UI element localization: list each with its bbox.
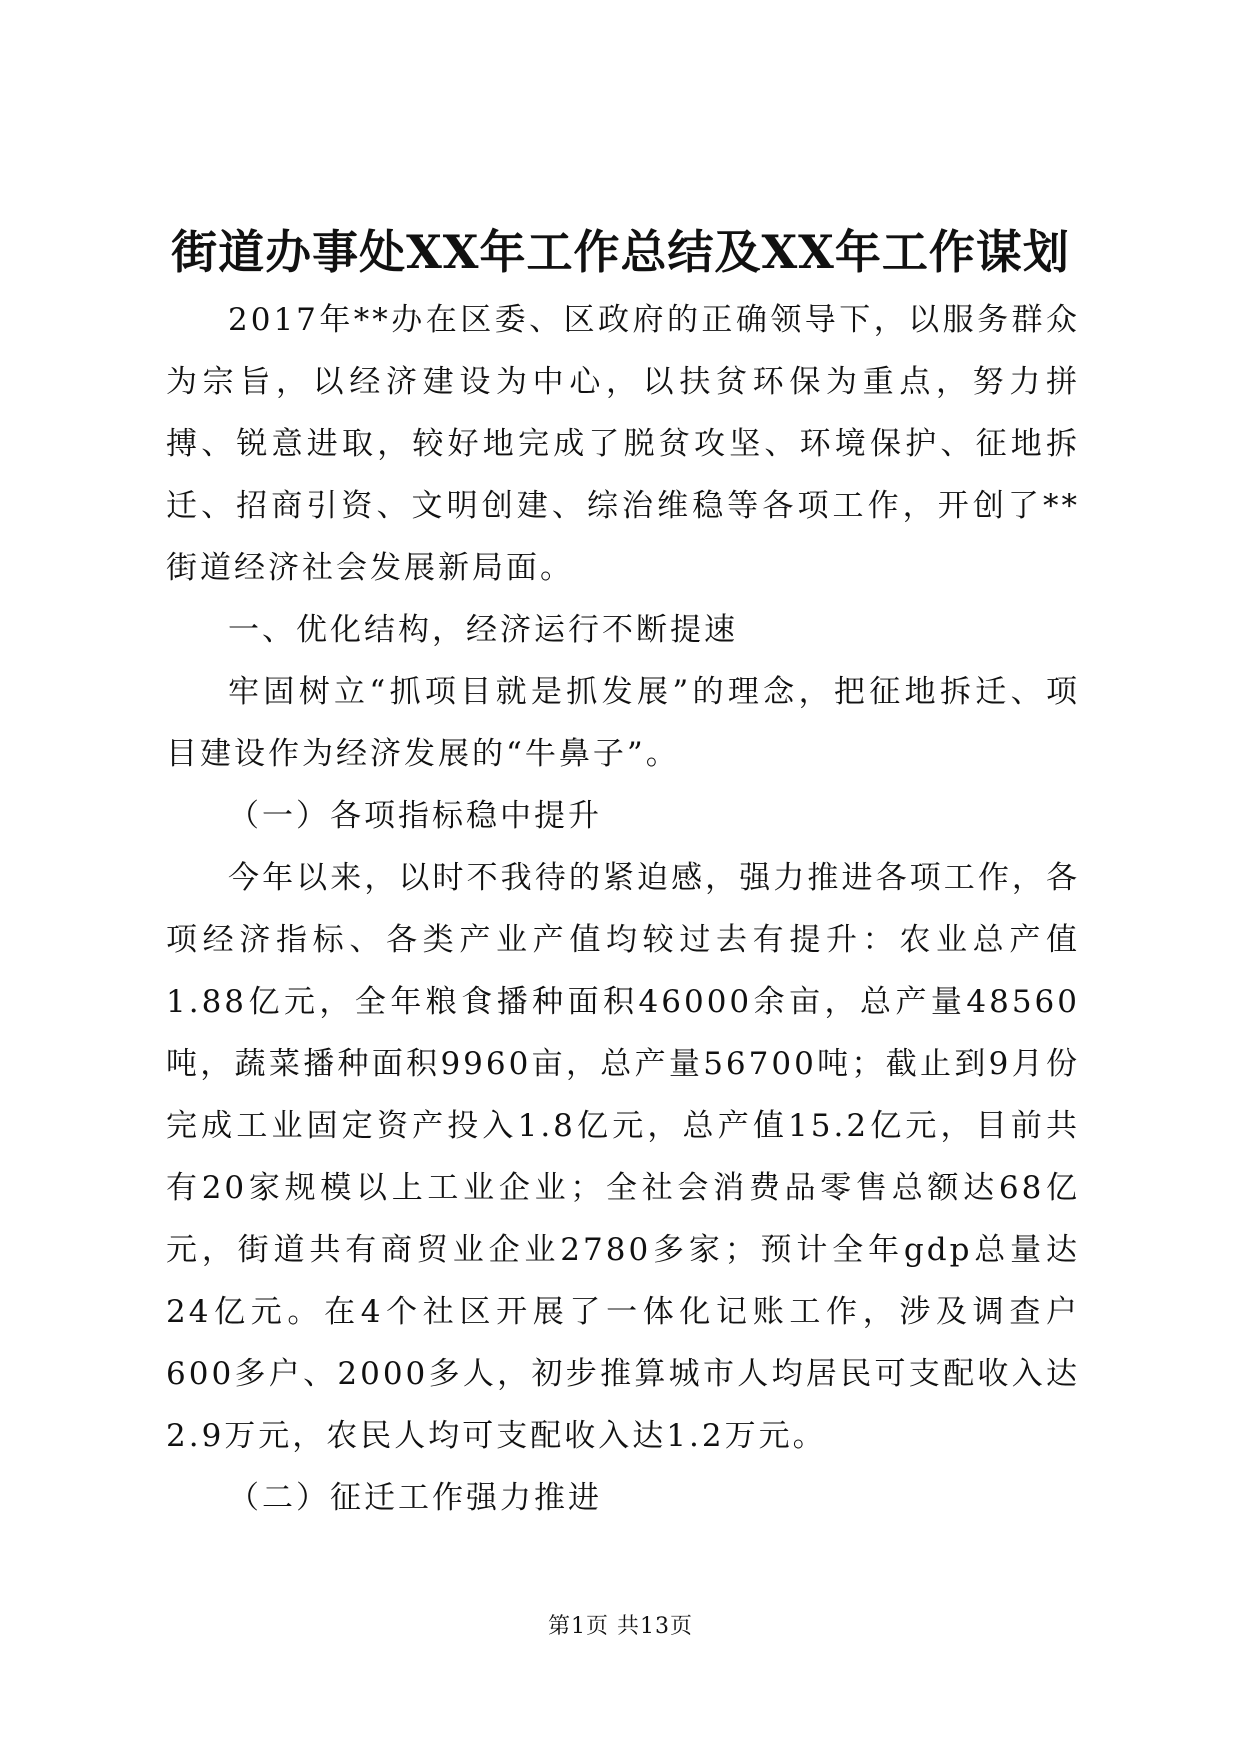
subsection-1-paragraph: 今年以来，以时不我待的紧迫感，强力推进各项工作，各项经济指标、各类产业产值均较过去有提升：农业总产值1.88亿元，全年粮食播种面积46000余亩，总产量48560吨，蔬菜播种面积9960亩，总产量56700吨；截止到9月份完成工业固定资产投入1.8亿元，总产值15.2亿元，目前共有20家规模以上工业企业；全社会消费品零售总额达68亿元，街道共有商贸业企业2780多家；预计全年gdp总量达24亿元。在4个社区开展了一体化记账工作，涉及调查户600多户、2000多人，初步推算城市人均居民可支配收入达2.9万元，农民人均可支配收入达1.2万元。 [166, 860, 1080, 1454]
section-heading-1: 一、优化结构，经济运行不断提速 [228, 612, 738, 648]
document-body [166, 289, 1080, 1529]
subsection-heading-2: （二）征迁工作强力推进 [228, 1480, 602, 1516]
intro-paragraph: 2017年**办在区委、区政府的正确领导下，以服务群众为宗旨，以经济建设为中心，以扶贫环保为重点，努力拼搏、锐意进取，较好地完成了脱贫攻坚、环境保护、征地拆迁、招商引资、文明创建、综治维稳等各项工作，开创了**街道经济社会发展新局面。 [166, 302, 1080, 586]
document-title: 街道办事处XX年工作总结及XX年工作谋划 [171, 225, 1070, 279]
page-number-footer: 第1页 共13页 [548, 1614, 693, 1639]
subsection-heading-1: （一）各项指标稳中提升 [228, 798, 602, 834]
section-1-paragraph: 牢固树立“抓项目就是抓发展”的理念，把征地拆迁、项目建设作为经济发展的“牛鼻子”。 [166, 674, 1080, 772]
